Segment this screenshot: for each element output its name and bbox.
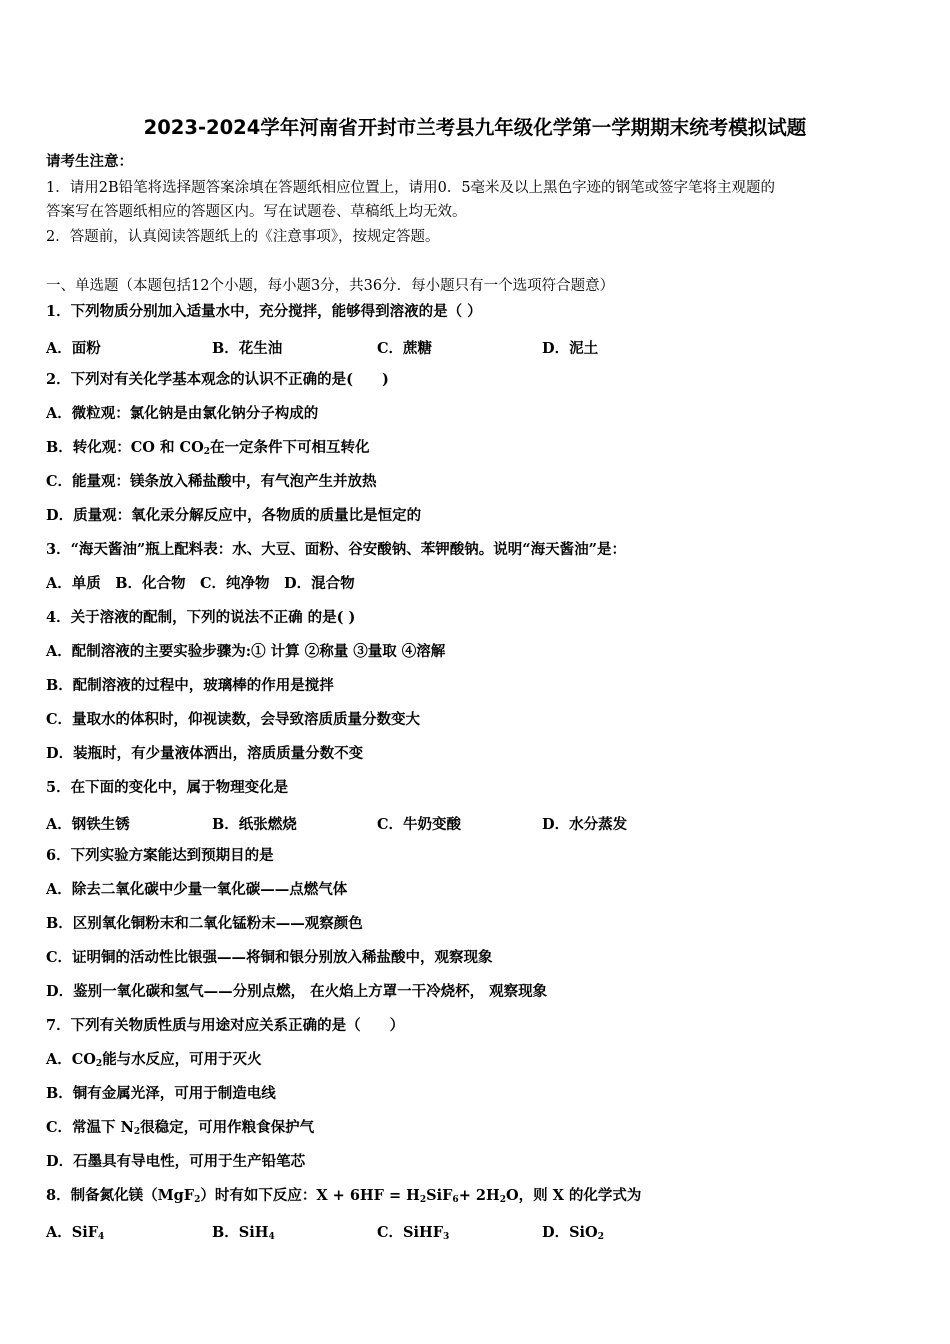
notice-item-1-line-2: 答案写在答题纸相应的答题区内。写在试题卷、草稿纸上均无效。 <box>46 204 467 220</box>
question-3-options: A．单质 B．化合物 C．纯净物 D．混合物 <box>46 575 355 592</box>
question-8-option-b <box>212 1221 275 1242</box>
question-4-option-c: C．量取水的体积时，仰视读数，会导致溶质质量分数变大 <box>46 711 421 728</box>
question-8-option-d <box>542 1221 604 1242</box>
question-5-option-a: A．钢铁生锈 <box>46 816 130 833</box>
question-5-option-d: D．水分蒸发 <box>542 816 628 833</box>
question-8-option-a <box>46 1221 104 1242</box>
subscript: 6 <box>452 1195 459 1205</box>
question-1-option-b: B．花生油 <box>212 340 283 357</box>
option-text: B．转化观：CO 和 CO <box>46 439 204 456</box>
page-title: 2023-2024学年河南省开封市兰考县九年级化学第一学期期末统考模拟试题 <box>143 116 807 139</box>
section-heading: 一、单选题（本题包括12个小题，每小题3分，共36分．每小题只有一个选项符合题意） <box>46 278 615 294</box>
question-6-option-d: D．鉴别一氧化碳和氢气——分别点燃， 在火焰上方罩一干冷烧杯， 观察现象 <box>46 983 548 1000</box>
option-text: A．CO <box>46 1051 96 1068</box>
subscript: 2 <box>95 1059 103 1069</box>
question-4-option-a: A．配制溶液的主要实验步骤为:① 计算 ②称量 ③量取 ④溶解 <box>46 643 446 660</box>
subscript: 2 <box>597 1232 604 1242</box>
question-3-stem: 3．“海天酱油”瓶上配料表：水、大豆、面粉、谷安酸钠、苯钾酸钠。说明“海天酱油”是： <box>46 541 626 558</box>
stem-text: + 2H <box>458 1187 500 1204</box>
subscript: 4 <box>98 1232 105 1242</box>
question-5-stem: 5．在下面的变化中，属于物理变化是 <box>46 779 289 796</box>
question-5-option-c: C．牛奶变酸 <box>377 816 462 833</box>
question-2-stem: 2．下列对有关化学基本观念的认识不正确的是( ) <box>46 371 389 388</box>
subscript: 2 <box>419 1195 427 1205</box>
subscript: 2 <box>203 447 210 457</box>
stem-text: ）时有如下反应：X + 6HF = H <box>200 1187 420 1204</box>
option-text: A．SiF <box>46 1224 99 1241</box>
question-8-option-c <box>377 1221 449 1242</box>
subscript: 4 <box>268 1232 275 1242</box>
option-text: 在一定条件下可相互转化 <box>209 439 370 456</box>
option-text: B．SiH <box>212 1224 269 1241</box>
option-text: D．SiO <box>542 1224 598 1241</box>
option-text: C．SiHF <box>377 1224 444 1241</box>
question-6-option-b: B．区别氧化铜粉末和二氧化锰粉末——观察颜色 <box>46 915 363 932</box>
question-7-stem: 7．下列有关物质性质与用途对应关系正确的是（ ） <box>46 1017 405 1034</box>
option-text: 能与水反应，可用于灭火 <box>102 1051 262 1068</box>
question-7-option-a <box>46 1050 262 1070</box>
subscript: 3 <box>443 1232 450 1242</box>
stem-text: 8．制备氮化镁（MgF <box>46 1187 195 1204</box>
subscript: 2 <box>194 1195 201 1205</box>
question-4-stem: 4．关于溶液的配制，下列的说法不正确 的是( ) <box>46 609 356 626</box>
option-text: 很稳定，可用作粮食保护气 <box>140 1119 315 1136</box>
subscript: 2 <box>133 1127 141 1137</box>
question-8-stem <box>46 1186 641 1206</box>
notice-item-1-line-1: 1．请用2B铅笔将选择题答案涂填在答题纸相应位置上，请用0．5毫米及以上黑色字迹的钢笔或签字笔将主观题的 <box>46 180 776 196</box>
question-7-option-d: D．石墨具有导电性，可用于生产铅笔芯 <box>46 1153 306 1170</box>
question-2-option-d: D．质量观：氧化汞分解反应中，各物质的质量比是恒定的 <box>46 507 422 524</box>
question-7-option-c <box>46 1118 314 1138</box>
question-2-option-c: C．能量观：镁条放入稀盐酸中，有气泡产生并放热 <box>46 473 377 490</box>
question-1-option-c: C．蔗糖 <box>377 340 433 357</box>
question-4-option-d: D．装瓶时，有少量液体洒出，溶质质量分数不变 <box>46 745 364 762</box>
subscript: 2 <box>499 1195 506 1205</box>
question-1-option-d: D．泥土 <box>542 340 599 357</box>
notice-heading: 请考生注意： <box>46 153 133 170</box>
question-1-option-a: A．面粉 <box>46 340 101 357</box>
question-5-option-b: B．纸张燃烧 <box>212 816 297 833</box>
question-4-option-b: B．配制溶液的过程中，玻璃棒的作用是搅拌 <box>46 677 334 694</box>
question-6-stem: 6．下列实验方案能达到预期目的是 <box>46 847 274 864</box>
question-6-option-c: C．证明铜的活动性比银强——将铜和银分别放入稀盐酸中，观察现象 <box>46 949 493 966</box>
stem-text: SiF <box>426 1187 453 1204</box>
question-2-option-b <box>46 438 369 458</box>
question-2-option-a: A．微粒观：氯化钠是由氯化钠分子构成的 <box>46 405 319 422</box>
question-6-option-a: A．除去二氧化碳中少量一氧化碳——点燃气体 <box>46 881 348 898</box>
question-1-stem: 1．下列物质分别加入适量水中，充分搅拌，能够得到溶液的是（ ） <box>46 303 482 320</box>
question-7-option-b: B．铜有金属光泽，可用于制造电线 <box>46 1085 276 1102</box>
option-text: C．常温下 N <box>46 1119 134 1136</box>
notice-item-2: 2．答题前，认真阅读答题纸上的《注意事项》，按规定答题。 <box>46 229 440 245</box>
stem-text: O，则 X 的化学式为 <box>505 1187 642 1204</box>
